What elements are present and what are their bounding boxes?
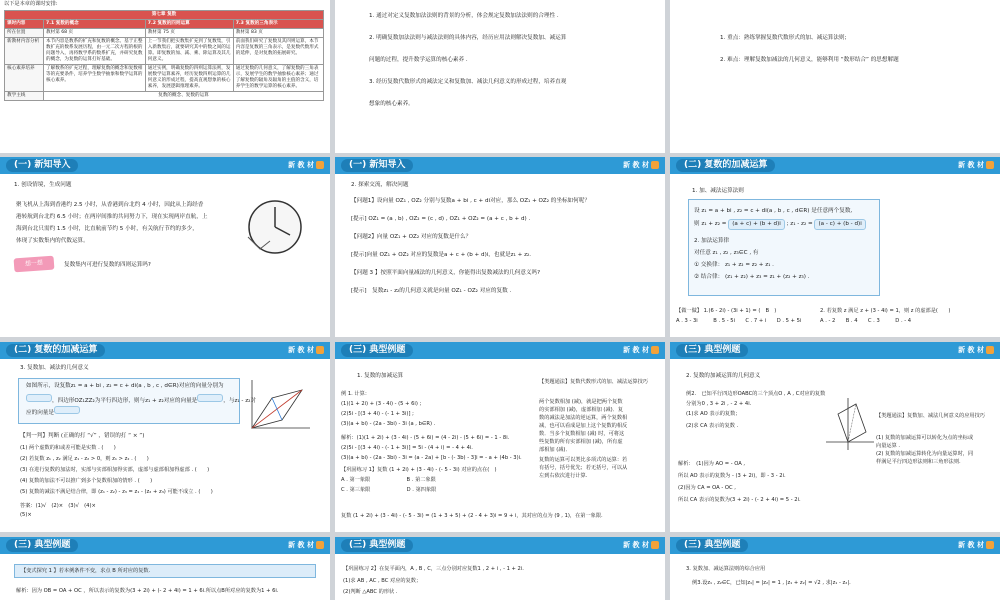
brand	[288, 345, 324, 356]
definition-line: 如图所示，设复数z₁ = a + bi , z₂ = c + di(a , b , c , d∈R)对应的向量分别为	[26, 383, 224, 389]
solution-line: 所以 AO 表示的复数为 - (3 + 2i)，即 - 3 - 2i.	[678, 473, 786, 479]
slide-12[interactable]	[670, 537, 1000, 600]
slide-9[interactable]	[670, 342, 1000, 532]
brand-label: 新 教 材	[288, 346, 314, 354]
method-line: 样满足平行四边形法则和三角形法则.	[876, 459, 961, 465]
brand-label: 新 教 材	[958, 541, 984, 549]
brand-icon	[986, 346, 994, 354]
slide-1[interactable]	[0, 0, 330, 153]
example-line: 例3.设z₁ , z₂∈C，已知|z₁| = |z₂| = 1 , |z₁ + z₂| = √2 , 求|z₁ - z₂|.	[692, 580, 851, 586]
brand-label: 新 教 材	[288, 161, 314, 169]
slide-7[interactable]	[0, 342, 330, 532]
example-title: 例 1. 计算：	[341, 391, 370, 397]
definition-part: 应的向量是	[26, 410, 54, 416]
row-head: 教学主线	[5, 92, 44, 101]
rule-line: ① 交换律： z₁ + z₂ = z₂ + z₁ .	[694, 262, 774, 268]
method-line: 减，也可以看成是加上这个复数的相反	[539, 423, 628, 429]
slide-title: (一) 新知导入	[6, 159, 78, 172]
goal-line: 1. 通过对定义复数加法法则的背景的分析，体会规定复数加法法则的合理性 .	[369, 13, 559, 19]
table-cell: 上一节我们把实数集扩充到了复数集，引入新数集后，就要研究其中的数之间的运算。即复数的加、减、乘、除运算及其几何意义。	[145, 38, 233, 65]
solution-line: (2)因为 CA = OA - OC ,	[678, 485, 736, 491]
method-line: 数．当多个复数相加 (减) 时，可将这	[539, 431, 625, 437]
exercise-2: 2. 若复数 z 满足 z + (3 - 4i) = 1，则 z 的虚部是( )	[820, 308, 951, 314]
brand	[288, 160, 324, 171]
slide-title: (三) 典型例题	[341, 539, 413, 552]
section-heading: 3. 复数加、减法的几何意义	[20, 365, 89, 371]
slide-8[interactable]	[335, 342, 665, 532]
schedule-table	[4, 10, 324, 101]
brand-label: 新 教 材	[623, 161, 649, 169]
clock-illustration	[240, 197, 310, 257]
definition-part: ，四边形OZ₁ZZ₂为平行四边形，则与z₁ + z₂对应的向量是	[52, 398, 198, 404]
method-line: 部相加 (减)．	[539, 447, 571, 453]
judge-item: (3) 在进行复数的加法时，实部与实部相加得实部，虚部与虚部相加得虚部 . ( )	[20, 467, 210, 473]
section-heading: 2. 复数的加减运算的几何意义	[686, 373, 761, 379]
brand	[288, 540, 324, 551]
solution-line: 所以 CA 表示的复数为(3 + 2i) - (- 2 + 4i) = 5 - 2i.	[678, 497, 801, 503]
practice-options: A . 第一象限 B . 第二象限	[341, 477, 436, 483]
slide-header	[335, 342, 665, 359]
hint-3: [提示] 复数z₁ - z₂的几何意义就是向量 OZ₁ - OZ₂ 对应的复数 .	[351, 288, 512, 294]
table-cell: 了解数系的扩充过程，理解复数的概念和复数相等的充要条件，培养学生数学抽象和数学运算的核心素养。	[44, 65, 146, 92]
think-badge	[14, 256, 55, 273]
judge-item: (5) 复数的减法不满足结合律，即 (z₁ - z₂) - z₃ = z₁ - (z₂ + z₃) 可能不成立 . ( )	[20, 489, 213, 495]
example-item: (2)5i - [(3 + 4i) - (- 1 + 3i)] ;	[341, 411, 414, 417]
brand-icon	[316, 541, 324, 549]
brand	[958, 345, 994, 356]
brand-icon	[986, 541, 994, 549]
practice-question: 【巩固练习 1】复数 (1 + 2i) + (3 - 4i) - (- 5 - 3i) 对应的点在( )	[341, 467, 497, 473]
goal-line: 2. 明确复数加法法则与减法法则的具体内容，经历应用法则解决复数加、减运算	[369, 35, 567, 41]
goal-line: 3. 经历复数代数形式的减法定义和复数加、减法几何意义的形成过程，培养直观	[369, 79, 567, 85]
example-item: (1)求 AO 表示的复数；	[686, 411, 741, 417]
slide-5[interactable]	[335, 157, 665, 337]
question-1: 【问题1】设向量 OZ₁ , OZ₂ 分别与复数a + bi , c + di对应，那么 OZ₁ + OZ₂ 的坐标如何呢？	[351, 198, 590, 204]
definition-line	[26, 406, 80, 418]
judge-item: (1) 两个虚数的和或差可能是实数 . ( )	[20, 445, 116, 451]
exercise-1: 【做一做】 1.(6 - 2i) - (3i + 1) = ( B )	[676, 308, 777, 314]
row-head: 课时内容	[5, 20, 44, 29]
brand-icon	[651, 346, 659, 354]
exercise-1-options: A . 3 - 3i B . 5 - 5i C . 7 + i D . 5 + 5i	[676, 318, 802, 324]
slide-header	[0, 537, 330, 554]
slide-header	[0, 342, 330, 359]
slide-title: (一) 新知导入	[341, 159, 413, 172]
slide-header	[670, 342, 1000, 359]
slide-4[interactable]	[0, 157, 330, 337]
paragraph: 港转航到台北约 6.5 小时；在两岸间推的共同努力下，现在实现两岸直航，上	[16, 214, 208, 220]
slide-header	[335, 537, 665, 554]
parallelogram-oabc-diagram	[822, 396, 876, 452]
rule-part: 则 z₁ + z₂ =	[694, 221, 727, 227]
method-line: 两个复数相加 (减)，就是把两个复数	[539, 399, 623, 405]
table-title: 第七章 复数	[5, 11, 324, 20]
rule-line	[694, 219, 866, 230]
brand-label: 新 教 材	[623, 541, 649, 549]
method-line: (2) 复数的加减运算转化为向量运算时，同	[876, 451, 974, 457]
hint-2: [提示]向量 OZ₁ + OZ₂ 对应的复数是a + c + (b + d)i，也就是z₁ + z₂.	[351, 252, 532, 258]
brand-icon	[651, 541, 659, 549]
table-cell: 通过实例，明确复数的四则运算法则，发展数学运算素养，经历复数四则运算的几何意义的形成过程，提高直观想象的核心素养，发展逻辑推理素养。	[145, 65, 233, 92]
method-line: 左到右依次进行计算.	[539, 473, 588, 479]
brand	[623, 345, 659, 356]
blank-answer: (a + c) + (b + d)i	[728, 219, 785, 230]
solution-line: 解析： (1)因为 AO = - OA ,	[678, 461, 746, 467]
slide-header	[670, 157, 1000, 174]
slide-title: (二) 复数的加减运算	[676, 159, 775, 172]
method-line: 数的减法是加法的逆运算，两个复数相	[539, 415, 628, 421]
question-2: 【问题2】向量 OZ₁ + OZ₂ 对应的复数是什么？	[351, 234, 472, 240]
method-title: 【类题通法】复数代数形式的加、减法运算技巧	[539, 379, 648, 385]
slide-header	[335, 157, 665, 174]
question-3: 【问题 3 】按照平面向量减法的几何意义，你能得出复数减法的几何意义吗?	[351, 270, 541, 276]
practice-item: (2)判断 △ABC 的形状 .	[343, 589, 398, 595]
brand-label: 新 教 材	[288, 541, 314, 549]
row-head: 新教材内容分析	[5, 38, 44, 65]
brand	[623, 160, 659, 171]
brand-label: 新 教 材	[623, 346, 649, 354]
brand-label: 新 教 材	[958, 161, 984, 169]
slide-10[interactable]	[0, 537, 330, 600]
judge-item: (2) 若复数 z₁ , z₂ 满足 z₁ - z₂ > 0，则 z₁ > z₂ . ( )	[20, 456, 149, 462]
definition-part: ，与z₁ - z₂对	[223, 398, 256, 404]
answer-line: (5)×	[20, 512, 32, 518]
blank-answer	[197, 394, 223, 402]
slide-header	[670, 537, 1000, 554]
solution-line: (2)5i - [(3 + 4i) - (- 1 + 3i)] = 5i - (4 + i) = - 4 + 4i.	[341, 445, 473, 451]
table-cell: 前面我们研究了复数及其四则运算，本节内容是复数的三角表示，是复数代数形式的延伸，是对复数的拓展研究。	[233, 38, 323, 65]
answer-line: 答案：(1)√ (2)× (3)√ (4)×	[20, 503, 96, 509]
slide-title: (二) 复数的加减运算	[6, 344, 105, 357]
table-cell: 本节内容是数系的扩充和复数的概念。基于正整数扩充的数系发展历程，由一元二次方程的根的问题导入，再将数学系的数系扩充，并研究复数的概念，为复数的运算打好基础。	[44, 38, 146, 65]
goal-line: 问题的过程，提升数学运算的核心素养 .	[369, 57, 468, 63]
variant-box	[14, 564, 316, 578]
table-cell: 通过复数的几何意义，了解复数的三角表示，发展学生的数学抽象核心素养；通过了解复数的辐角及辐角的主值的含义，培养学生的数学运算的核心素养。	[233, 65, 323, 92]
blank-answer	[54, 406, 80, 414]
method-line: 的实部相加 (减)，虚部相加 (减)．复	[539, 407, 624, 413]
table-cell: 教材第 83 页	[233, 29, 323, 38]
brand	[623, 540, 659, 551]
rule-part: ; z₁ - z₂ =	[786, 221, 813, 227]
col-title: 7.3 复数的三角表示	[233, 20, 323, 29]
table-cell: 教材第 68 页	[44, 29, 146, 38]
question-text: 复数集内可进行复数的四则运算吗?	[64, 262, 151, 268]
row-head: 所在位置	[5, 29, 44, 38]
section-heading: 1. 加、减法运算法则	[692, 188, 744, 194]
method-line: 些复数的所有实部相加 (减)，所有虚	[539, 439, 623, 445]
blank-answer	[26, 394, 52, 402]
goal-line: 想象的核心素养。	[369, 101, 414, 107]
table-cell: 教材第 75 页	[145, 29, 233, 38]
brand-icon	[316, 161, 324, 169]
table-cell: 复数的概念、复数的运算	[44, 92, 324, 101]
section-heading: 2. 加法运算律	[694, 238, 730, 244]
brand-label: 新 教 材	[958, 346, 984, 354]
section-heading: 3. 复数加、减运算法则的综合应用	[686, 566, 766, 572]
example-line: 分别为0 , 3 + 2i , - 2 + 4i.	[686, 401, 752, 407]
method-line: 复数的运算可以类比多项式的运算：若	[539, 457, 628, 463]
definition-line	[26, 394, 256, 406]
example-item: (1)(1 + 2i) + (3 - 4i) - (5 + 6i) ;	[341, 401, 422, 407]
variant-text: 【变式探究 1 】若本例条件不变，求点 B 所对应的复数.	[21, 568, 151, 574]
slide-3[interactable]	[670, 0, 1000, 153]
solution-line: 解析：因为 OB = OA + OC ，所以表示的复数为(3 + 2i) + (- 2 + 4i) = 1 + 6i.所以点B所对应的复数为1 + 6i.	[16, 588, 279, 594]
col-title: 7.1 复数的概念	[44, 20, 146, 29]
key-point: 1. 重点：熟练掌握复数代数形式的加、减运算法则;	[720, 35, 847, 41]
slide-title: (三) 典型例题	[341, 344, 413, 357]
practice-item: (1)求 AB , AC , BC 对应的复数；	[343, 578, 422, 584]
parallelogram-diagram	[244, 376, 314, 436]
solution-line: (3)(a + bi) - (2a - 3bi) - 3i = (a - 2a) + [b - (- 3b) - 3]i = - a + (4b - 3)i.	[341, 455, 522, 461]
section-heading: 2. 探索交流，解决问题	[351, 182, 409, 188]
method-title: 【类题通法】复数加、减法几何意义的应用技巧	[876, 413, 985, 419]
example-item: (3)(a + bi) - (2a - 3bi) - 3i (a , b∈R) .	[341, 421, 436, 427]
paragraph: 聚飞机从上海到香港约 2.5 小时，从香港到台北约 4 小时，因此从上海经香	[16, 202, 204, 208]
brand-icon	[986, 161, 994, 169]
section-heading: 1. 创设情境，生成问题	[14, 182, 72, 188]
method-line: 向量运算 .	[876, 443, 901, 449]
exercise-2-options: A . - 2 B . 4 C . 3 D . - 4	[820, 318, 912, 324]
slide-2[interactable]	[335, 0, 665, 153]
brand-icon	[651, 161, 659, 169]
practice-answer: 复数 (1 + 2i) + (3 - 4i) - (- 5 - 3i) = (1 + 3 + 5) + (2 - 4 + 3)i = 9 + i，其对应的点为 (9 , 1)，在第一象限.	[341, 513, 603, 519]
paragraph: 体现了实数集内的代数运算。	[16, 238, 89, 244]
slide-11[interactable]	[335, 537, 665, 600]
judge-heading: 【判一判】判断 (正确的打 “√” ，错误的打 “ × ”)	[20, 433, 145, 439]
brand	[958, 160, 994, 171]
judge-item: (4) 复数的加法不可以推广到多个复数相加的情形 . ( )	[20, 478, 153, 484]
col-title: 7.2 复数的四则运算	[145, 20, 233, 29]
method-line: (1) 复数的加减运算可以转化为点的坐标或	[876, 435, 974, 441]
practice-options: C . 第三象限 D . 第四象限	[341, 487, 437, 493]
difficult-point: 2. 难点：理解复数加减法的几何意义，能够利用 “数形结合” 的思想解题	[720, 57, 899, 63]
method-line: 有括号，括号优先；若无括号，可以从	[539, 465, 628, 471]
example-title: 例2. 已知平行四边形OABC的三个顶点O , A , C对应的复数	[686, 391, 826, 397]
paragraph: 海到台北只需约 1.5 小时，比直航前节约 5 小时，有关航行节约的多少，	[16, 226, 198, 232]
blank-answer: (a - c) + (b - d)i	[814, 219, 865, 230]
row-head: 核心素养培养	[5, 65, 44, 92]
hint-1: [提示] OZ₁ = (a , b) , OZ₂ = (c , d) , OZ₁ + OZ₂ = (a + c , b + d) .	[351, 216, 531, 222]
think-label: 想一想	[24, 259, 44, 268]
example-item: (2)求 CA 表示的复数 .	[686, 423, 739, 429]
brand-icon	[316, 346, 324, 354]
brand	[958, 540, 994, 551]
rule-line: 对任意 z₁ , z₂ , z₃∈C , 有	[694, 250, 759, 256]
slide-title: (三) 典型例题	[676, 344, 748, 357]
rule-line: 设 z₁ = a + bi , z₂ = c + di(a , b , c , d∈R) 是任意两个复数,	[694, 208, 853, 214]
practice-question: 【巩固练习 2】在复平面内，A , B , C，三点分别对应复数1 , 2 + i , - 1 + 2i.	[343, 566, 524, 572]
intro-text: 以下是本章的课时安排:	[4, 1, 58, 7]
rule-line: ② 结合律： (z₁ + z₂) + z₃ = z₁ + (z₂ + z₃) .	[694, 274, 810, 280]
solution-line: 解析：(1)(1 + 2i) + (3 - 4i) - (5 + 6i) = (4 - 2i) - (5 + 6i) = - 1 - 8i.	[341, 435, 510, 441]
slide-header	[0, 157, 330, 174]
slide-6[interactable]	[670, 157, 1000, 337]
slide-title: (三) 典型例题	[676, 539, 748, 552]
slide-title: (三) 典型例题	[6, 539, 78, 552]
section-heading: 1. 复数的加减运算	[357, 373, 404, 379]
